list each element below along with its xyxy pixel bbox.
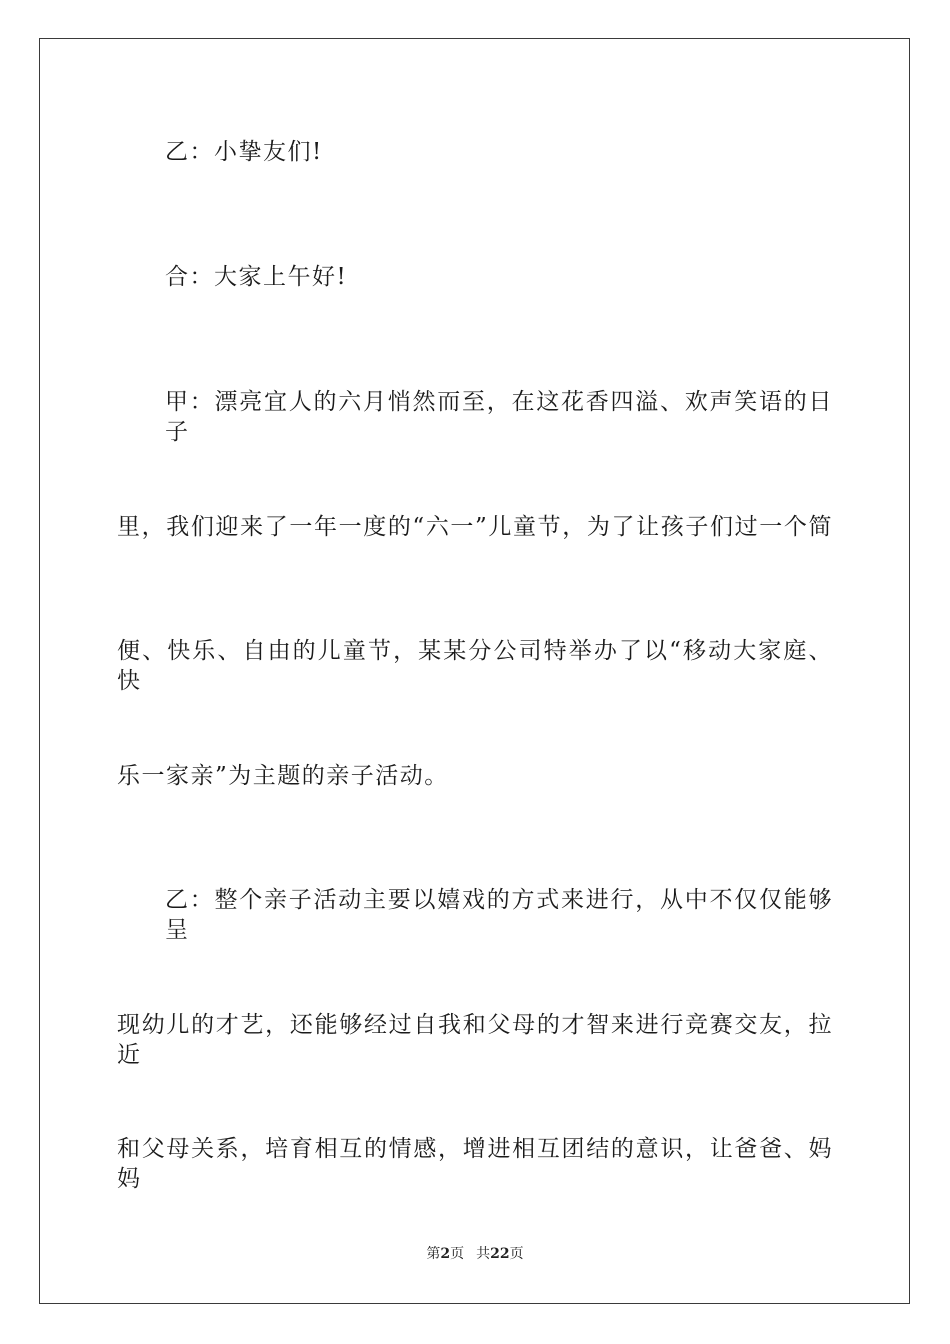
text-line-5: 便、快乐、自由的儿童节，某某分公司特举办了以“移动大家庭、快 bbox=[117, 638, 833, 694]
text-line-6: 乐一家亲”为主题的亲子活动。 bbox=[117, 763, 449, 789]
total-prefix: 共 bbox=[476, 1246, 491, 1262]
page-footer bbox=[0, 1245, 950, 1263]
page-prefix: 第 bbox=[426, 1246, 441, 1262]
text-line-3: 甲：漂亮宜人的六月悄然而至，在这花香四溢、欢声笑语的日子 bbox=[165, 389, 833, 445]
text-line-2: 合：大家上午好! bbox=[165, 264, 348, 290]
page-number: 2 bbox=[440, 1246, 451, 1262]
text-line-7: 乙：整个亲子活动主要以嬉戏的方式来进行，从中不仅仅能够呈 bbox=[165, 887, 833, 943]
text-line-4: 里，我们迎来了一年一度的“六一”儿童节，为了让孩子们过一个简 bbox=[117, 514, 833, 540]
total-suffix: 页 bbox=[509, 1246, 524, 1262]
text-line-1: 乙：小挚友们! bbox=[165, 139, 323, 165]
total-pages: 22 bbox=[490, 1246, 510, 1262]
page-suffix: 页 bbox=[450, 1246, 465, 1262]
text-line-9: 和父母关系，培育相互的情感，增进相互团结的意识，让爸爸、妈妈 bbox=[117, 1136, 833, 1192]
text-line-8: 现幼儿的才艺，还能够经过自我和父母的才智来进行竞赛交友，拉近 bbox=[117, 1012, 833, 1068]
